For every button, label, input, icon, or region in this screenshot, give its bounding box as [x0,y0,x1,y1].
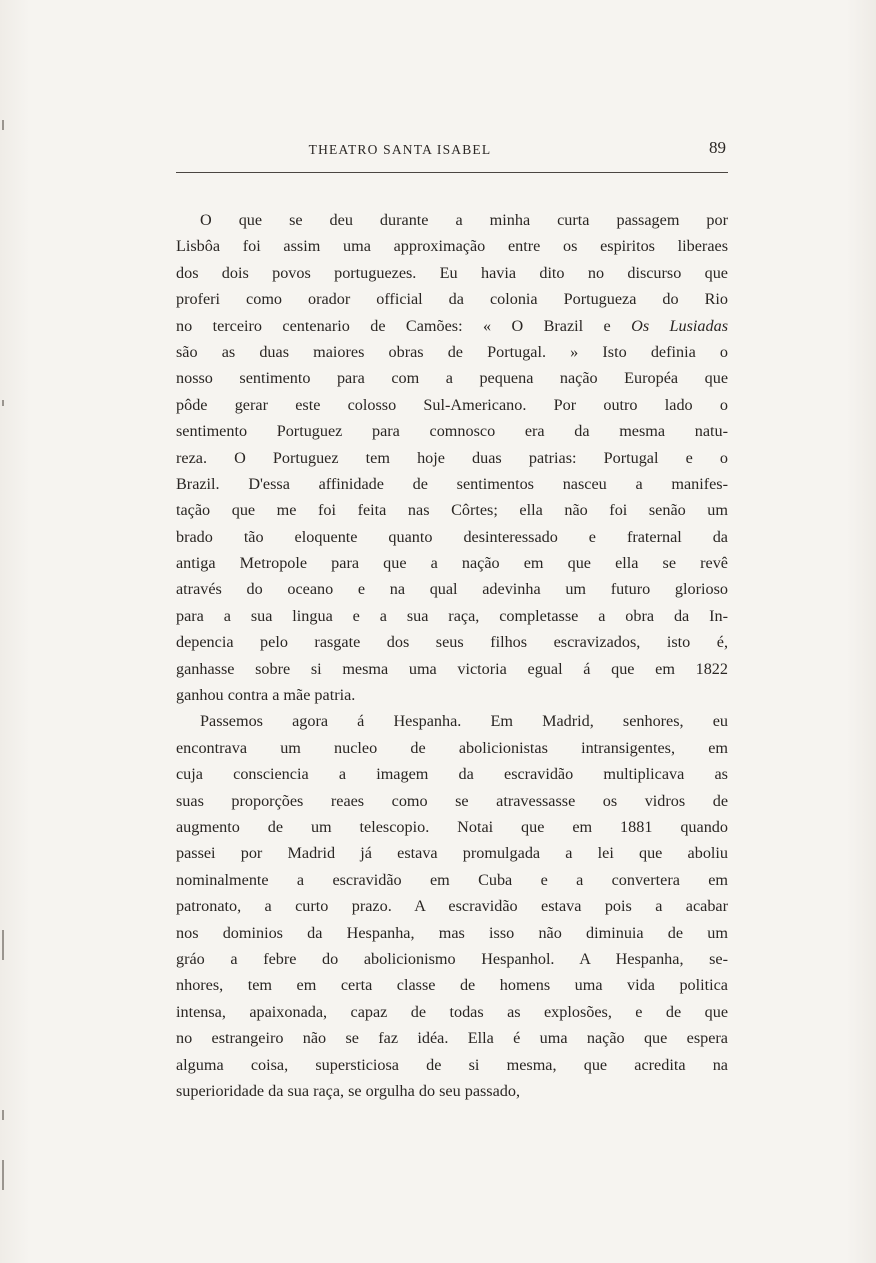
text-line [176,313,728,339]
text-segment: brado tão eloquente quanto desinteressado e fraternal da [176,527,728,546]
text-line [176,735,728,761]
text-segment: no estrangeiro não se faz idéa. Ella é uma nação que espera [176,1029,728,1048]
text-segment: patronato, a curto prazo. A escravidão estava pois a acabar [176,897,728,916]
text-segment: Passemos agora á Hespanha. Em Madrid, senhores, eu [200,712,728,731]
text-line [176,445,728,471]
text-segment: nhores, tem em certa classe de homens uma vida politica [176,976,728,995]
text-segment: ganhou contra a mãe patria. [176,686,356,705]
text-segment: no terceiro centenario de Camões: « O Brazil e [176,316,632,335]
text-line [176,629,728,655]
text-segment: tação que me foi feita nas Côrtes; ella não foi senão um [176,501,728,520]
text-segment: intensa, apaixonada, capaz de todas as explosões, e de que [176,1002,728,1021]
scan-edge-mark [2,1110,4,1120]
text-segment: sentimento Portuguez para comnosco era da mesma natu- [176,422,728,441]
running-title: THEATRO SANTA ISABEL [308,142,492,157]
text-line [176,867,728,893]
text-segment: O que se deu durante a minha curta passagem por [200,211,728,229]
text-line [176,1025,728,1051]
text-line [176,550,728,576]
text-line [176,207,728,233]
paragraph [176,207,728,708]
text-line [176,524,728,550]
text-line [176,788,728,814]
text-segment: superioridade da sua raça, se orgulha do seu passado, [176,1081,521,1100]
paragraph [176,708,728,1104]
text-segment: Brazil. D'essa affinidade de sentimentos nasceu a manifes- [176,474,728,493]
text-line [176,233,728,259]
text-segment: gráo a febre do abolicionismo Hespanhol. A Hespanha, se- [176,949,728,968]
scan-edge-mark [2,120,4,130]
text-line [176,471,728,497]
text-segment: nos dominios da Hespanha, mas isso não diminuia de um [176,923,728,942]
text-line [176,497,728,523]
scan-edge-mark [2,400,4,406]
text-line [176,392,728,418]
text-segment: pôde gerar este colosso Sul-Americano. Por outro lado o [176,395,728,414]
text-line [176,656,728,682]
text-segment: nominalmente a escravidão em Cuba e a convertera em [176,870,728,889]
text-line [176,339,728,365]
text-line [176,920,728,946]
text-segment: passei por Madrid já estava promulgada a lei que aboliu [176,844,728,863]
text-line [176,1052,728,1078]
text-segment: são as duas maiores obras de Portugal. » Isto definia o [176,342,728,361]
text-segment: reza. O Portuguez tem hoje duas patrias: Portugal e o [176,448,728,467]
text-line [176,840,728,866]
text-line [176,761,728,787]
text-line [176,286,728,312]
text-segment: antiga Metropole para que a nação em que ella se revê [176,554,728,573]
text-line [176,576,728,602]
page-number: 89 [709,138,726,157]
text-segment: suas proporções reaes como se atravessasse os vidros de [176,791,728,810]
text-segment: proferi como orador official da colonia Portugueza do Rio [176,290,728,309]
text-segment: encontrava um nucleo de abolicionistas intransigentes, em [176,738,728,757]
text-segment: Lisbôa foi assim uma approximação entre os espiritos liberaes [176,237,728,256]
text-line [176,365,728,391]
text-segment: dos dois povos portuguezes. Eu havia dito no discurso que [176,263,728,282]
scan-edge-mark [2,930,4,960]
text-line [176,999,728,1025]
text-segment: para a sua lingua e a sua raça, completasse a obra da In- [176,606,728,625]
text-segment: ganhasse sobre si mesma uma victoria egual á que em 1822 [176,659,728,678]
text-line [176,1078,728,1104]
text-segment: augmento de um telescopio. Notai que em 1881 quando [176,817,728,836]
text-segment: depencia pelo rasgate dos seus filhos escravizados, isto é, [176,633,728,652]
text-segment: alguma coisa, supersticiosa de si mesma, que acredita na [176,1055,728,1074]
text-line [176,893,728,919]
scan-edge-mark [2,1160,4,1190]
text-line [176,418,728,444]
text-line [176,603,728,629]
body-text [176,207,728,1104]
running-head [176,140,728,164]
text-line [176,946,728,972]
text-segment: nosso sentimento para com a pequena nação Européa que [176,369,728,388]
text-line [176,708,728,734]
text-line [176,260,728,286]
text-line [176,682,728,708]
header-rule [176,172,728,173]
italic-title: Os Lusiadas [631,316,728,335]
text-segment: através do oceano e na qual adevinha um futuro glorioso [176,580,728,599]
text-line [176,814,728,840]
text-line [176,972,728,998]
text-segment: cuja consciencia a imagem da escravidão multiplicava as [176,765,728,784]
